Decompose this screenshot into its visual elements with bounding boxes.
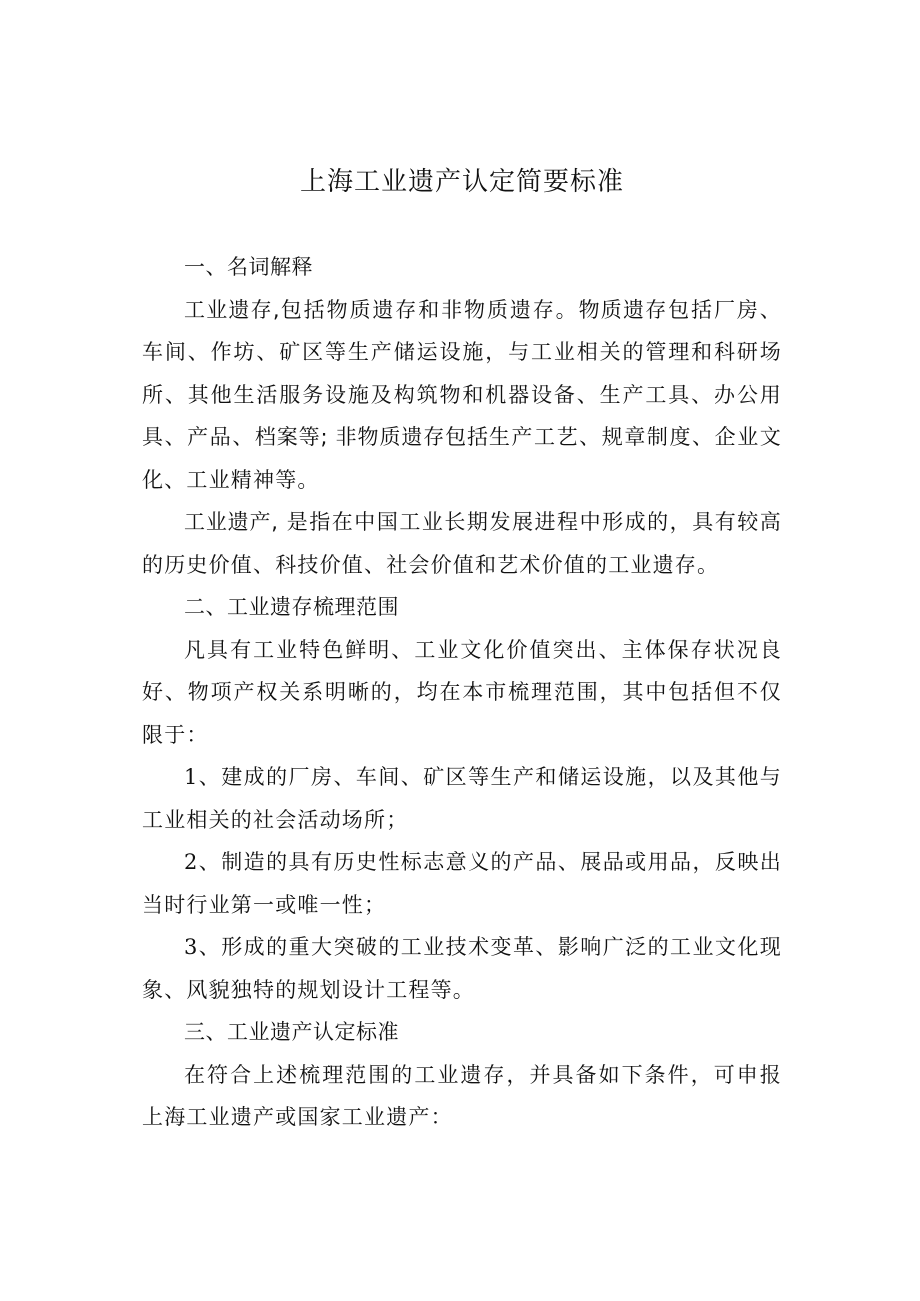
paragraph-text: 是指在中国工业长期发展进程中形成的，具有较高的历史价值、科技价值、社会价值和艺术价值的工业遗存。 [142, 510, 782, 577]
term-intangible-remains: 非物质遗存包括 [328, 425, 489, 449]
document-title: 上海工业遗产认定简要标准 [299, 167, 624, 197]
section-heading-criteria: 三、工业遗产认定标准 [184, 1020, 399, 1044]
paragraph-scope-intro: 凡具有工业特色鲜明、工业文化价值突出、主体保存状况良好、物项产权关系明晰的，均在本市梳理范围，其中包括但不仅限于： [142, 637, 782, 747]
term-physical-remains: 物质遗 [578, 297, 646, 322]
paragraph-text: 包括物质遗存和非物质遗存。 [280, 297, 579, 322]
term-industrial-heritage: 工业遗产, [184, 510, 279, 534]
list-item-3: 3、形成的重大突破的工业技术变革、影响广泛的工业文化现象、风貌独特的规划设计工程等。 [142, 935, 782, 1002]
section-heading-glossary: 一、名词解释 [184, 255, 313, 279]
paragraph-text: 生产工艺、规章制度、企业文化、工业精神等。 [142, 425, 782, 492]
term-archives: 档案等; [254, 425, 329, 449]
list-item-1: 1、建成的厂房、车间、矿区等生产和储运设施，以及其他与工业相关的社会活动场所； [142, 765, 782, 832]
list-item-2: 2、制造的具有历史性标志意义的产品、展品或用品，反映出当时行业第一或唯一性； [142, 850, 782, 917]
paragraph-industrial-remains [142, 289, 782, 502]
paragraph-industrial-heritage [142, 501, 782, 586]
paragraph-text: 存包括厂房、车间、作坊、矿区等生产储运设施，与工业相关的管理和科研场所、其他生活服务设施及构筑物和机器设备、生产工具、办公用具、产品、 [142, 297, 782, 449]
paragraph-criteria-intro: 在符合上述梳理范围的工业遗存，并具备如下条件，可申报上海工业遗产或国家工业遗产： [142, 1062, 782, 1129]
term-industrial-remains: 工业遗存, [184, 297, 281, 322]
document-body [142, 160, 782, 1139]
section-heading-scope: 二、工业遗存梳理范围 [184, 595, 399, 619]
